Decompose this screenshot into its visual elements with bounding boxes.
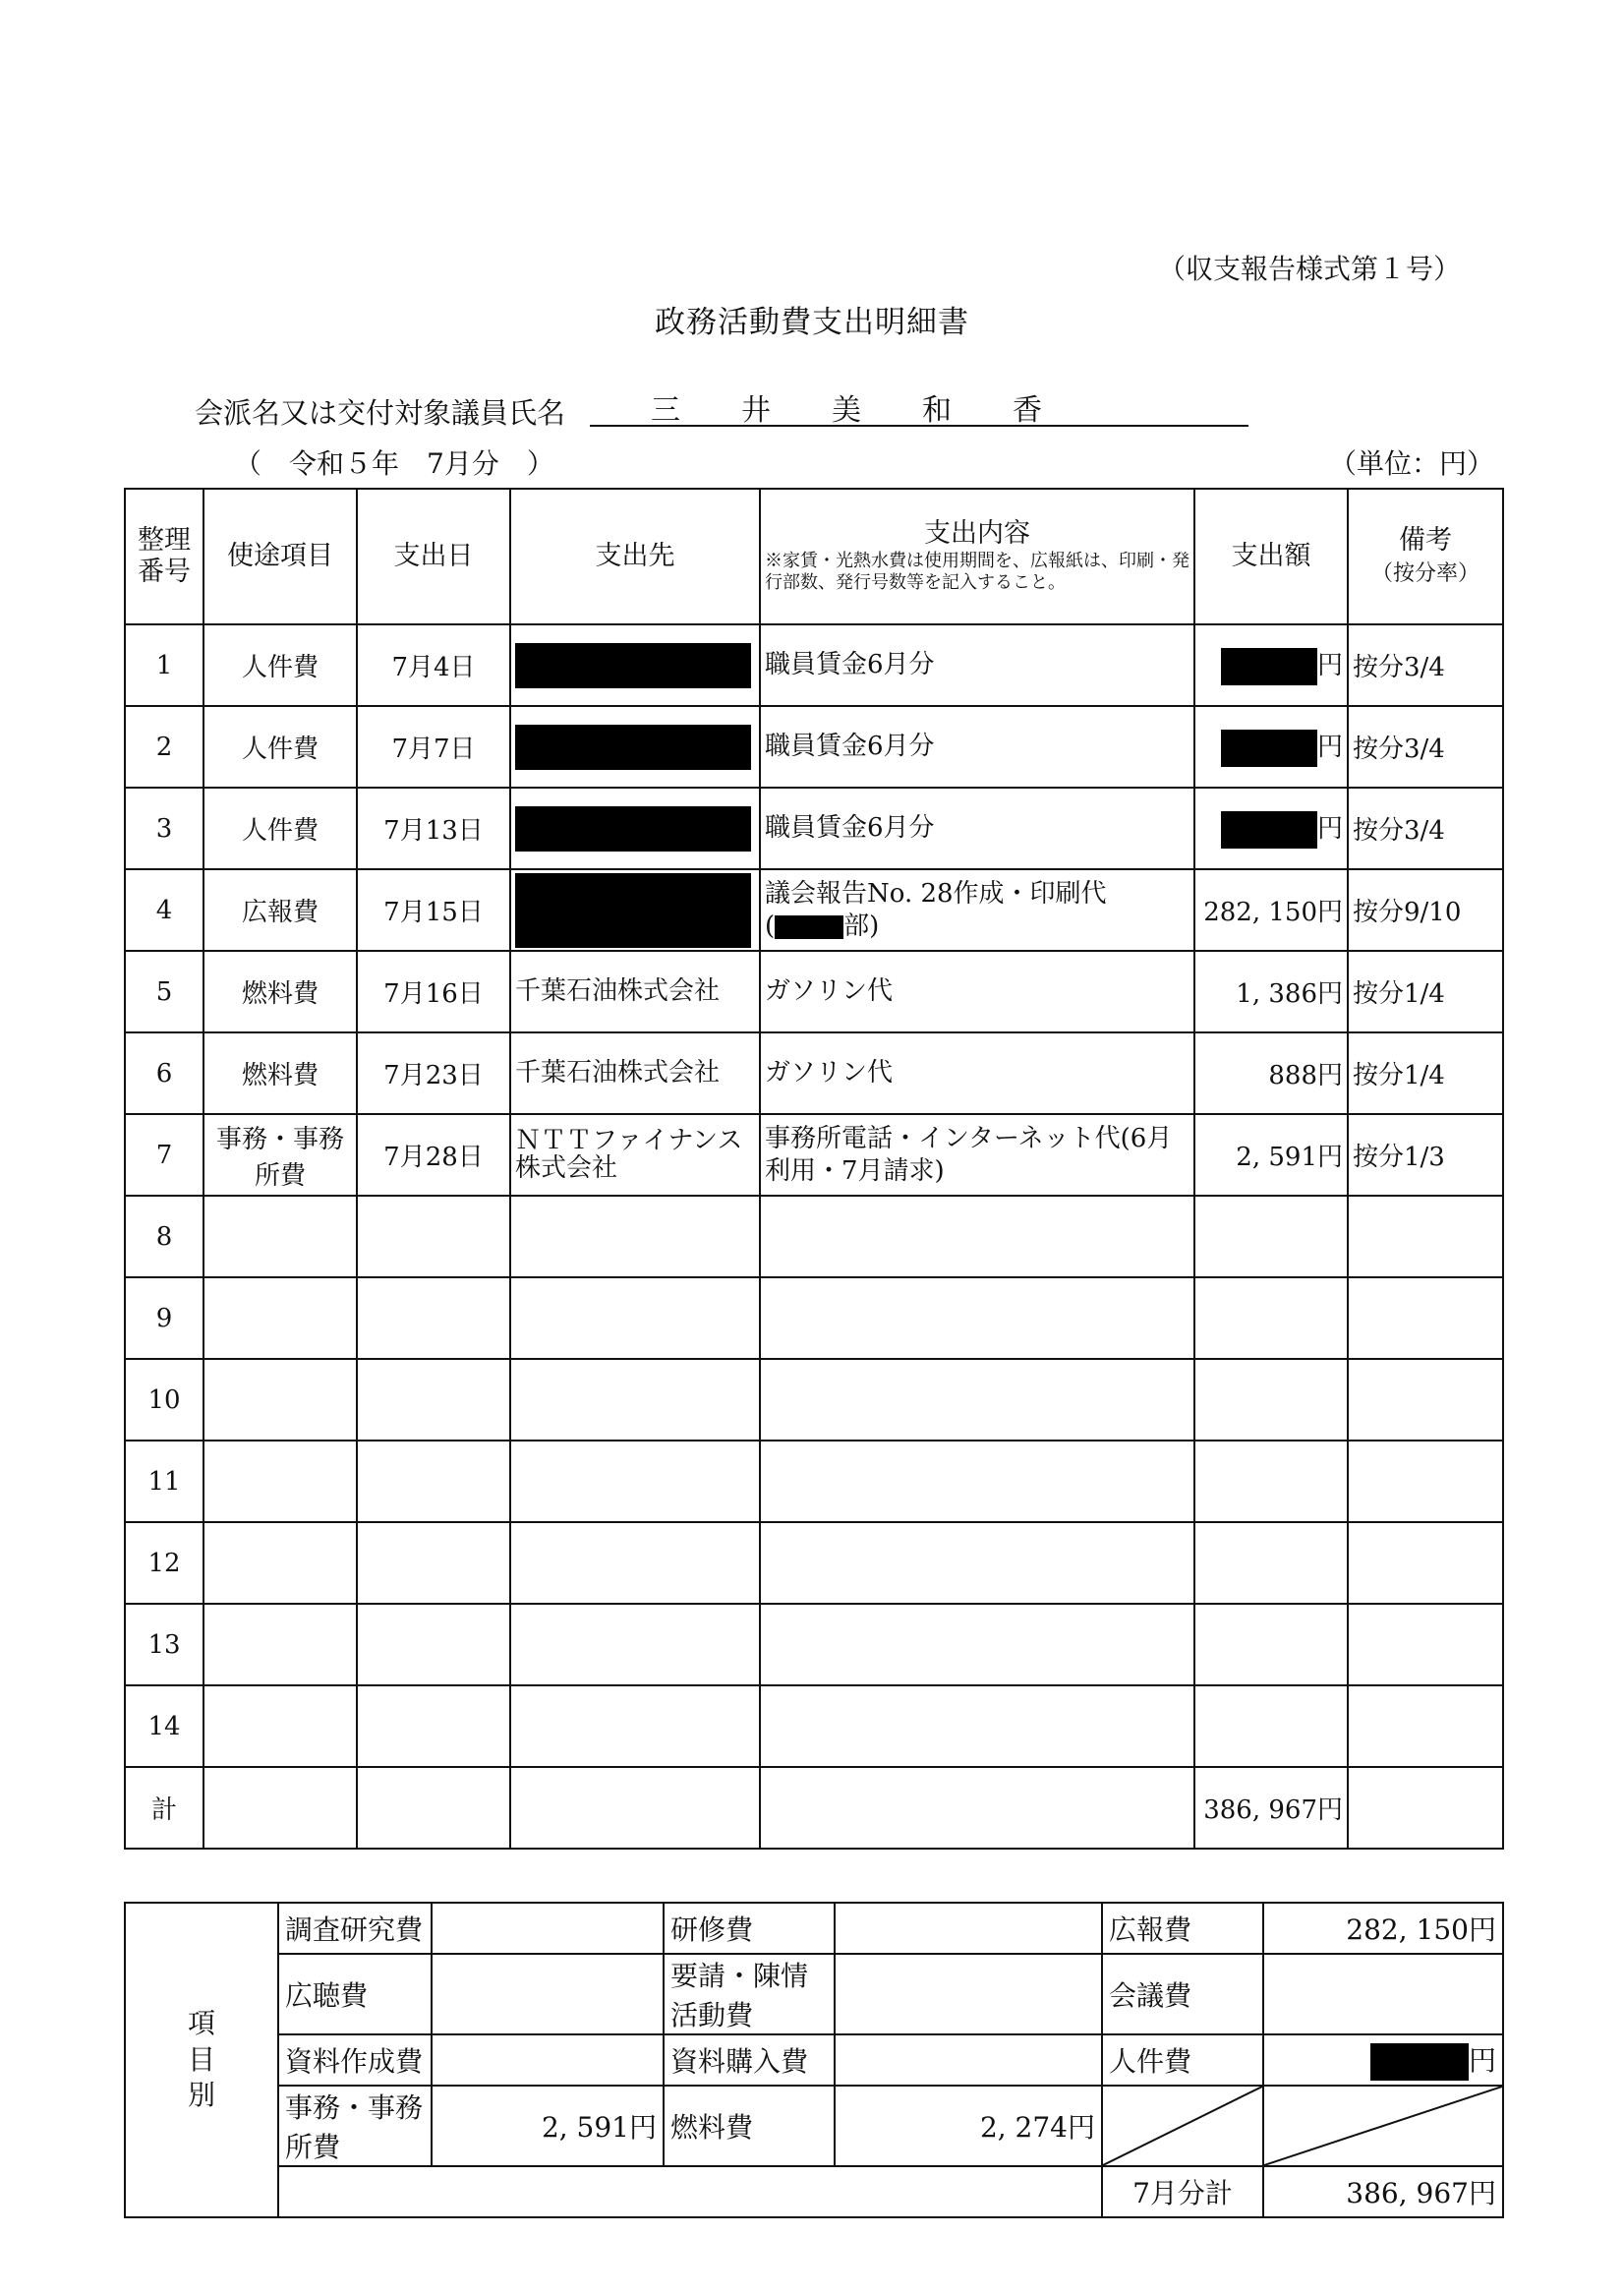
summary-value: 2, 591円 [432, 2086, 664, 2166]
row-date: 7月13日 [357, 788, 510, 869]
row-date: 7月28日 [357, 1114, 510, 1196]
row-content [760, 1032, 1194, 1114]
row-content-text: 職員賃金6月分 [765, 813, 935, 844]
row-amount [1194, 1277, 1348, 1359]
row-date: 7月4日 [357, 624, 510, 706]
row-number: 2 [125, 706, 203, 788]
row-payee [510, 706, 760, 788]
summary-value [432, 1903, 664, 1954]
row-amount [1194, 1114, 1348, 1196]
redaction-block [1221, 730, 1317, 767]
row-date [357, 1441, 510, 1522]
row-content [760, 1441, 1194, 1522]
table-row [125, 951, 1503, 1032]
row-payee [510, 1522, 760, 1604]
row-number: 14 [125, 1685, 203, 1767]
row-item: 燃料費 [203, 951, 357, 1032]
summary-label: 事務・事務所費 [278, 2086, 432, 2166]
row-item: 広報費 [203, 869, 357, 951]
row-content-line2 [765, 911, 1189, 943]
row-remarks [1348, 1685, 1503, 1767]
header-amount: 支出額 [1194, 489, 1348, 624]
row-date [357, 1522, 510, 1604]
table-row [125, 1114, 1503, 1196]
redaction-block [1370, 2043, 1469, 2081]
row-date [357, 1604, 510, 1685]
row-payee [510, 1604, 760, 1685]
summary-label: 要請・陳情活動費 [664, 1954, 835, 2034]
table-row [125, 788, 1503, 869]
summary-value: 2, 274円 [835, 2086, 1102, 2166]
row-amount [1194, 1604, 1348, 1685]
summary-value [432, 1954, 664, 2034]
row-content-text: 職員賃金6月分 [765, 650, 935, 680]
summary-blank [278, 2166, 1102, 2217]
row-amount-text: 1, 386円 [1236, 979, 1343, 1009]
header-remarks-title: 備考 [1399, 524, 1452, 556]
row-remarks: 按分1/3 [1348, 1114, 1503, 1196]
row-content [760, 788, 1194, 869]
row-amount [1194, 1522, 1348, 1604]
summary-label: 人件費 [1102, 2034, 1263, 2086]
summary-unit: 円 [1468, 2043, 1496, 2077]
row-content [760, 1604, 1194, 1685]
row-content [760, 624, 1194, 706]
row-date [357, 1196, 510, 1277]
row-item [203, 1685, 357, 1767]
summary-label: 会議費 [1102, 1954, 1263, 2034]
member-label: 会派名又は交付対象議員氏名 [195, 396, 566, 430]
row-item [203, 1441, 357, 1522]
row-amount-text: 円 [1316, 814, 1343, 844]
diagonal-cell [1102, 2086, 1263, 2166]
total-empty [357, 1767, 510, 1849]
row-amount [1194, 1359, 1348, 1441]
table-row [125, 1359, 1503, 1441]
row-number: 13 [125, 1604, 203, 1685]
row-item: 人件費 [203, 624, 357, 706]
row-content-text: ガソリン代 [765, 1058, 894, 1089]
row-number: 5 [125, 951, 203, 1032]
category-summary-table [124, 1902, 1504, 2218]
row-remarks: 按分1/4 [1348, 1032, 1503, 1114]
redaction-block [515, 873, 751, 948]
row-item [203, 1522, 357, 1604]
header-no: 整理 番号 [125, 489, 203, 624]
table-row [125, 1522, 1503, 1604]
row-date [357, 1359, 510, 1441]
table-row [125, 1032, 1503, 1114]
total-label: 計 [125, 1767, 203, 1849]
summary-label: 研修費 [664, 1903, 835, 1954]
row-remarks: 按分3/4 [1348, 706, 1503, 788]
total-amount: 386, 967円 [1194, 1767, 1348, 1849]
row-payee [510, 624, 760, 706]
redaction-block [1221, 648, 1317, 685]
unit-label: （単位：円） [1329, 447, 1495, 480]
summary-value-redacted [1263, 2034, 1503, 2086]
row-remarks [1348, 1441, 1503, 1522]
table-row [125, 1604, 1503, 1685]
row-amount [1194, 1196, 1348, 1277]
row-remarks: 按分3/4 [1348, 788, 1503, 869]
total-empty [510, 1767, 760, 1849]
header-content-note: ※家賃・光熱水費は使用期間を、広報紙は、印刷・発行部数、発行号数等を記入すること。 [765, 550, 1189, 594]
row-content-text: ガソリン代 [765, 976, 894, 1007]
row-remarks: 按分3/4 [1348, 624, 1503, 706]
row-amount [1194, 788, 1348, 869]
redaction-block [775, 915, 843, 939]
row-number: 4 [125, 869, 203, 951]
row-item [203, 1359, 357, 1441]
table-row [125, 1441, 1503, 1522]
total-empty [760, 1767, 1194, 1849]
row-amount-text: 円 [1316, 733, 1343, 762]
row-content [760, 1359, 1194, 1441]
row-item: 事務・事務所費 [203, 1114, 357, 1196]
row-item: 燃料費 [203, 1032, 357, 1114]
row-payee: 千葉石油株式会社 [510, 1032, 760, 1114]
table-row [125, 869, 1503, 951]
summary-label: 広報費 [1102, 1903, 1263, 1954]
row-amount [1194, 869, 1348, 951]
form-number: （収支報告様式第１号） [1158, 253, 1462, 285]
row-date: 7月23日 [357, 1032, 510, 1114]
table-header-row [125, 489, 1503, 624]
redaction-block [515, 725, 751, 770]
row-number: 12 [125, 1522, 203, 1604]
row-number: 6 [125, 1032, 203, 1114]
row-remarks [1348, 1196, 1503, 1277]
row-item [203, 1196, 357, 1277]
row-amount [1194, 1685, 1348, 1767]
row-payee [510, 788, 760, 869]
row-number: 8 [125, 1196, 203, 1277]
header-date: 支出日 [357, 489, 510, 624]
row-content-paren: ( [765, 911, 776, 941]
row-number: 3 [125, 788, 203, 869]
row-content [760, 1277, 1194, 1359]
row-content-text: 職員賃金6月分 [765, 732, 935, 762]
row-payee: 千葉石油株式会社 [510, 951, 760, 1032]
header-content [760, 489, 1194, 624]
row-amount-text: 2, 591円 [1236, 1143, 1343, 1172]
summary-label: 資料作成費 [278, 2034, 432, 2086]
diagonal-line [1103, 2087, 1262, 2165]
row-payee [510, 869, 760, 951]
row-date [357, 1685, 510, 1767]
row-payee: ＮＴＴファイナンス株式会社 [510, 1114, 760, 1196]
summary-value [835, 2034, 1102, 2086]
summary-side-label: 項 目 別 [125, 1903, 278, 2217]
total-empty [203, 1767, 357, 1849]
row-number: 10 [125, 1359, 203, 1441]
table-row [125, 1685, 1503, 1767]
summary-value [835, 1903, 1102, 1954]
row-date: 7月15日 [357, 869, 510, 951]
row-remarks [1348, 1522, 1503, 1604]
table-row [125, 624, 1503, 706]
summary-value [1263, 1954, 1503, 2034]
row-payee [510, 1196, 760, 1277]
row-amount-text: 888円 [1268, 1061, 1343, 1090]
summary-value [835, 1954, 1102, 2034]
table-row [125, 1277, 1503, 1359]
total-row [125, 1767, 1503, 1849]
row-content [760, 1196, 1194, 1277]
row-payee [510, 1441, 760, 1522]
row-remarks: 按分1/4 [1348, 951, 1503, 1032]
redaction-block [515, 806, 751, 852]
row-content [760, 706, 1194, 788]
month-total-value: 386, 967円 [1263, 2166, 1503, 2217]
table-row [125, 706, 1503, 788]
row-item: 人件費 [203, 706, 357, 788]
summary-label: 燃料費 [664, 2086, 835, 2166]
row-amount [1194, 624, 1348, 706]
row-amount-text: 282, 150円 [1203, 898, 1343, 927]
diagonal-line [1264, 2087, 1502, 2165]
row-payee [510, 1685, 760, 1767]
row-amount-text: 円 [1316, 651, 1343, 680]
summary-value: 282, 150円 [1263, 1903, 1503, 1954]
summary-label: 広聴費 [278, 1954, 432, 2034]
row-number: 11 [125, 1441, 203, 1522]
row-content-text-tail: 部) [843, 911, 880, 941]
period-label: （ 令和５年 7月分 ） [234, 447, 554, 480]
row-content [760, 1114, 1194, 1196]
row-amount [1194, 951, 1348, 1032]
summary-label: 資料購入費 [664, 2034, 835, 2086]
page-title: 政務活動費支出明細書 [655, 305, 969, 340]
row-content [760, 951, 1194, 1032]
row-content-text: 議会報告No. 28作成・印刷代 [765, 879, 1107, 909]
summary-value [432, 2034, 664, 2086]
row-payee [510, 1277, 760, 1359]
row-content-text: 事務所電話・インターネット代(6月利用・7月請求) [765, 1124, 1173, 1186]
row-date [357, 1277, 510, 1359]
row-number: 1 [125, 624, 203, 706]
expense-table [124, 488, 1504, 1850]
summary-label: 調査研究費 [278, 1903, 432, 1954]
row-amount [1194, 706, 1348, 788]
row-item: 人件費 [203, 788, 357, 869]
row-item [203, 1277, 357, 1359]
row-number: 7 [125, 1114, 203, 1196]
row-payee [510, 1359, 760, 1441]
total-empty [1348, 1767, 1503, 1849]
member-name: 三井美和香 [590, 385, 1248, 427]
header-payee: 支出先 [510, 489, 760, 624]
row-content [760, 869, 1194, 951]
row-number: 9 [125, 1277, 203, 1359]
row-date: 7月16日 [357, 951, 510, 1032]
table-row [125, 1196, 1503, 1277]
row-remarks: 按分9/10 [1348, 869, 1503, 951]
header-item: 使途項目 [203, 489, 357, 624]
row-remarks [1348, 1604, 1503, 1685]
redaction-block [1221, 811, 1317, 849]
diagonal-cell [1263, 2086, 1503, 2166]
header-remarks-sub: （按分率） [1370, 561, 1479, 586]
header-content-title: 支出内容 [924, 518, 1030, 550]
row-amount [1194, 1032, 1348, 1114]
month-total-label: 7月分計 [1102, 2166, 1263, 2217]
row-remarks [1348, 1359, 1503, 1441]
redaction-block [515, 643, 751, 688]
row-remarks [1348, 1277, 1503, 1359]
row-date: 7月7日 [357, 706, 510, 788]
row-content [760, 1685, 1194, 1767]
row-content [760, 1522, 1194, 1604]
row-item [203, 1604, 357, 1685]
header-remarks [1348, 489, 1503, 624]
row-amount [1194, 1441, 1348, 1522]
